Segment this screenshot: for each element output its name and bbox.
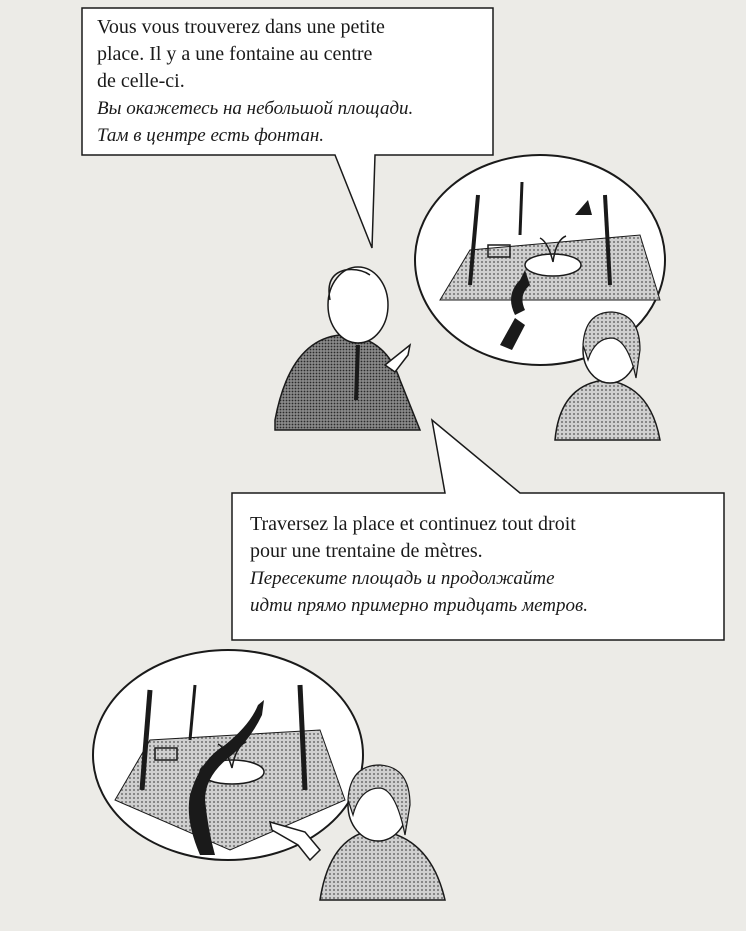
man-giving-directions [275,267,420,430]
french-line-3: de celle-ci. [97,70,185,92]
russian-line-1: Вы окажетесь на небольшой площади. [97,98,414,119]
thought-bubble-square-2 [93,650,363,860]
french-line-1: Traversez la place et continuez tout droit [250,513,576,535]
french-line-1: Vous vous trouverez dans une petite [97,16,385,38]
speech-bubble-middle [250,511,710,619]
russian-line-2: Там в центре есть фонтан. [97,125,325,146]
french-line-2: place. Il y a une fontaine au centre [97,43,373,65]
russian-line-1: Пересеките площадь и продолжайте [250,568,555,589]
russian-line-2: идти прямо примерно тридцать метров. [250,595,588,616]
speech-bubble-top [97,14,497,149]
french-line-2: pour une trentaine de mètres. [250,540,483,562]
